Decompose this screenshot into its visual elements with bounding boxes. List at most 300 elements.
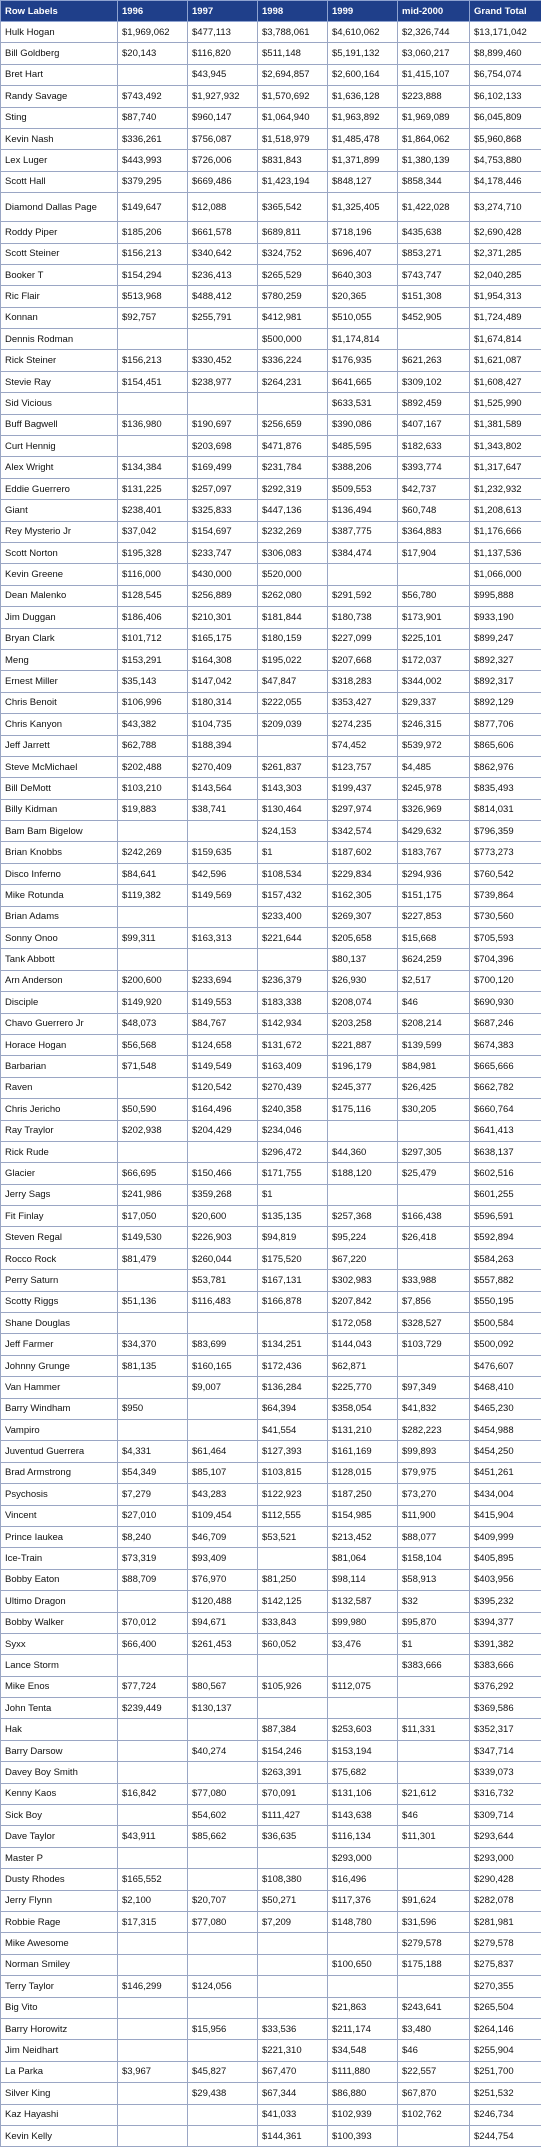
cell-1998: $231,784 xyxy=(258,457,328,478)
cell-1998 xyxy=(258,949,328,970)
cell-1999 xyxy=(328,1120,398,1141)
cell-1999: $131,106 xyxy=(328,1783,398,1804)
cell-1999 xyxy=(328,564,398,585)
cell-1997: $256,889 xyxy=(188,585,258,606)
row-label: Barry Horowitz xyxy=(1,2018,118,2039)
cell-1999: $153,194 xyxy=(328,1740,398,1761)
cell-1996 xyxy=(118,1762,188,1783)
cell-1998 xyxy=(258,1313,328,1334)
cell-mid-2000: $2,517 xyxy=(398,970,470,991)
cell-1997: $124,658 xyxy=(188,1034,258,1055)
cell-grand-total: $8,899,460 xyxy=(470,43,541,64)
cell-1996: $116,000 xyxy=(118,564,188,585)
cell-1997: $190,697 xyxy=(188,414,258,435)
table-row xyxy=(1,585,541,606)
cell-1998: $780,259 xyxy=(258,286,328,307)
cell-1997: $160,165 xyxy=(188,1355,258,1376)
cell-grand-total: $1,674,814 xyxy=(470,329,541,350)
table-row xyxy=(1,1313,541,1334)
table-row xyxy=(1,150,541,171)
cell-mid-2000: $223,888 xyxy=(398,86,470,107)
cell-1998: $265,529 xyxy=(258,264,328,285)
cell-grand-total: $550,195 xyxy=(470,1291,541,1312)
row-label: Ultimo Dragon xyxy=(1,1591,118,1612)
header-1999: 1999 xyxy=(328,1,398,22)
table-row xyxy=(1,756,541,777)
row-label: Big Vito xyxy=(1,1997,118,2018)
cell-grand-total: $705,593 xyxy=(470,928,541,949)
cell-grand-total: $3,274,710 xyxy=(470,193,541,222)
cell-1997: $80,567 xyxy=(188,1676,258,1697)
table-row xyxy=(1,2061,541,2082)
cell-1999: $641,665 xyxy=(328,371,398,392)
row-label: Sonny Onoo xyxy=(1,928,118,949)
row-label: Glacier xyxy=(1,1163,118,1184)
cell-1998: $122,923 xyxy=(258,1484,328,1505)
cell-1998: $53,521 xyxy=(258,1526,328,1547)
cell-1998: $175,520 xyxy=(258,1248,328,1269)
cell-1997 xyxy=(188,393,258,414)
cell-grand-total: $2,040,285 xyxy=(470,264,541,285)
cell-mid-2000: $853,271 xyxy=(398,243,470,264)
cell-1997: $85,662 xyxy=(188,1826,258,1847)
table-row xyxy=(1,692,541,713)
cell-mid-2000 xyxy=(398,1740,470,1761)
cell-grand-total: $251,700 xyxy=(470,2061,541,2082)
cell-1996: $242,269 xyxy=(118,842,188,863)
cell-1998: $336,224 xyxy=(258,350,328,371)
cell-1999: $4,610,062 xyxy=(328,22,398,43)
cell-1998: $195,022 xyxy=(258,649,328,670)
cell-1997 xyxy=(188,2104,258,2125)
cell-1999: $81,064 xyxy=(328,1548,398,1569)
cell-1997: $204,429 xyxy=(188,1120,258,1141)
cell-1997: $756,087 xyxy=(188,128,258,149)
table-row xyxy=(1,799,541,820)
cell-mid-2000: $26,418 xyxy=(398,1227,470,1248)
cell-1998: $471,876 xyxy=(258,436,328,457)
table-row xyxy=(1,1762,541,1783)
table-row xyxy=(1,1484,541,1505)
table-row xyxy=(1,1954,541,1975)
cell-1998: $154,246 xyxy=(258,1740,328,1761)
cell-1997: $477,113 xyxy=(188,22,258,43)
cell-1997: $149,553 xyxy=(188,992,258,1013)
cell-1996: $70,012 xyxy=(118,1612,188,1633)
cell-mid-2000 xyxy=(398,1676,470,1697)
cell-1997 xyxy=(188,821,258,842)
cell-mid-2000: $624,259 xyxy=(398,949,470,970)
cell-1998: $130,464 xyxy=(258,799,328,820)
cell-1997 xyxy=(188,1420,258,1441)
table-row xyxy=(1,1227,541,1248)
table-row xyxy=(1,1976,541,1997)
cell-1997: $661,578 xyxy=(188,222,258,243)
cell-1998 xyxy=(258,735,328,756)
table-row xyxy=(1,1462,541,1483)
cell-1996 xyxy=(118,393,188,414)
cell-1999: $116,134 xyxy=(328,1826,398,1847)
cell-grand-total: $662,782 xyxy=(470,1077,541,1098)
cell-1996: $950 xyxy=(118,1398,188,1419)
cell-1998: $511,148 xyxy=(258,43,328,64)
cell-1999 xyxy=(328,1698,398,1719)
cell-grand-total: $814,031 xyxy=(470,799,541,820)
cell-1998: $134,251 xyxy=(258,1334,328,1355)
cell-grand-total: $1,724,489 xyxy=(470,307,541,328)
header-row-labels: Row Labels xyxy=(1,1,118,22)
cell-1998: $105,926 xyxy=(258,1676,328,1697)
cell-1999 xyxy=(328,1655,398,1676)
cell-1999: $225,770 xyxy=(328,1377,398,1398)
cell-1996: $54,349 xyxy=(118,1462,188,1483)
table-row xyxy=(1,1163,541,1184)
table-row xyxy=(1,1334,541,1355)
cell-grand-total: $700,120 xyxy=(470,970,541,991)
cell-1999 xyxy=(328,1184,398,1205)
cell-mid-2000: $297,305 xyxy=(398,1141,470,1162)
cell-mid-2000: $2,326,744 xyxy=(398,22,470,43)
cell-1997 xyxy=(188,1398,258,1419)
row-label: La Parka xyxy=(1,2061,118,2082)
row-label: Jeff Farmer xyxy=(1,1334,118,1355)
row-label: Silver King xyxy=(1,2083,118,2104)
cell-grand-total: $773,273 xyxy=(470,842,541,863)
cell-grand-total: $641,413 xyxy=(470,1120,541,1141)
cell-grand-total: $730,560 xyxy=(470,906,541,927)
cell-grand-total: $4,178,446 xyxy=(470,171,541,192)
cell-grand-total: $1,343,802 xyxy=(470,436,541,457)
row-label: Rocco Rock xyxy=(1,1248,118,1269)
cell-1999: $175,116 xyxy=(328,1099,398,1120)
cell-mid-2000: $151,308 xyxy=(398,286,470,307)
cell-grand-total: $892,327 xyxy=(470,649,541,670)
row-label: Kevin Greene xyxy=(1,564,118,585)
cell-1997: $116,820 xyxy=(188,43,258,64)
cell-mid-2000: $88,077 xyxy=(398,1526,470,1547)
table-row xyxy=(1,457,541,478)
table-row xyxy=(1,842,541,863)
cell-grand-total: $255,904 xyxy=(470,2040,541,2061)
cell-mid-2000: $173,901 xyxy=(398,607,470,628)
row-label: Billy Kidman xyxy=(1,799,118,820)
cell-grand-total: $339,073 xyxy=(470,1762,541,1783)
cell-1998: $7,209 xyxy=(258,1911,328,1932)
cell-1999: $132,587 xyxy=(328,1591,398,1612)
cell-1999: $213,452 xyxy=(328,1526,398,1547)
cell-1997: $233,747 xyxy=(188,542,258,563)
cell-1996: $136,980 xyxy=(118,414,188,435)
cell-1999: $640,303 xyxy=(328,264,398,285)
cell-1997: $20,600 xyxy=(188,1206,258,1227)
cell-mid-2000: $208,214 xyxy=(398,1013,470,1034)
cell-1997: $54,602 xyxy=(188,1805,258,1826)
cell-1999: $291,592 xyxy=(328,585,398,606)
row-label: Giant xyxy=(1,500,118,521)
cell-grand-total: $602,516 xyxy=(470,1163,541,1184)
cell-grand-total: $1,232,932 xyxy=(470,478,541,499)
row-label: Jim Duggan xyxy=(1,607,118,628)
cell-1999: $136,494 xyxy=(328,500,398,521)
cell-1997: $236,413 xyxy=(188,264,258,285)
cell-grand-total: $290,428 xyxy=(470,1869,541,1890)
row-label: Stevie Ray xyxy=(1,371,118,392)
cell-1998: $36,635 xyxy=(258,1826,328,1847)
table-row xyxy=(1,193,541,222)
cell-1997: $120,488 xyxy=(188,1591,258,1612)
row-label: Ernest Miller xyxy=(1,671,118,692)
cell-grand-total: $316,732 xyxy=(470,1783,541,1804)
table-row xyxy=(1,1398,541,1419)
table-row xyxy=(1,1997,541,2018)
cell-1997: $330,452 xyxy=(188,350,258,371)
cell-1997: $203,698 xyxy=(188,436,258,457)
table-row xyxy=(1,329,541,350)
cell-mid-2000: $41,832 xyxy=(398,1398,470,1419)
cell-1996: $35,143 xyxy=(118,671,188,692)
row-label: Rey Mysterio Jr xyxy=(1,521,118,542)
cell-1997 xyxy=(188,1313,258,1334)
cell-1998: $67,470 xyxy=(258,2061,328,2082)
cell-mid-2000: $1,415,107 xyxy=(398,64,470,85)
cell-1996 xyxy=(118,1997,188,2018)
cell-grand-total: $877,706 xyxy=(470,714,541,735)
cell-1998: $365,542 xyxy=(258,193,328,222)
cell-1996 xyxy=(118,1933,188,1954)
cell-grand-total: $369,586 xyxy=(470,1698,541,1719)
cell-mid-2000: $282,223 xyxy=(398,1420,470,1441)
cell-mid-2000: $33,988 xyxy=(398,1270,470,1291)
table-row xyxy=(1,906,541,927)
cell-grand-total: $251,532 xyxy=(470,2083,541,2104)
cell-1996: $185,206 xyxy=(118,222,188,243)
cell-1996: $513,968 xyxy=(118,286,188,307)
cell-1999: $353,427 xyxy=(328,692,398,713)
cell-grand-total: $500,092 xyxy=(470,1334,541,1355)
cell-1998: $236,379 xyxy=(258,970,328,991)
cell-1999: $342,574 xyxy=(328,821,398,842)
cell-1996: $81,479 xyxy=(118,1248,188,1269)
cell-1996: $156,213 xyxy=(118,350,188,371)
cell-grand-total: $592,894 xyxy=(470,1227,541,1248)
cell-1997: $77,080 xyxy=(188,1783,258,1804)
row-label: Mike Rotunda xyxy=(1,885,118,906)
row-label: Master P xyxy=(1,1847,118,1868)
row-label: Chavo Guerrero Jr xyxy=(1,1013,118,1034)
cell-1997: $261,453 xyxy=(188,1633,258,1654)
cell-mid-2000: $158,104 xyxy=(398,1548,470,1569)
cell-1998: $1 xyxy=(258,1184,328,1205)
row-label: Sting xyxy=(1,107,118,128)
cell-1997 xyxy=(188,1719,258,1740)
row-label: Kenny Kaos xyxy=(1,1783,118,1804)
cell-grand-total: $1,066,000 xyxy=(470,564,541,585)
cell-1998: $136,284 xyxy=(258,1377,328,1398)
cell-1999: $162,305 xyxy=(328,885,398,906)
cell-1998 xyxy=(258,393,328,414)
cell-1996: $66,400 xyxy=(118,1633,188,1654)
cell-grand-total: $279,578 xyxy=(470,1933,541,1954)
cell-1998: $221,644 xyxy=(258,928,328,949)
cell-mid-2000: $892,459 xyxy=(398,393,470,414)
cell-1998: $81,250 xyxy=(258,1569,328,1590)
cell-mid-2000: $539,972 xyxy=(398,735,470,756)
cell-1996 xyxy=(118,1805,188,1826)
row-label: Disciple xyxy=(1,992,118,1013)
table-row xyxy=(1,671,541,692)
table-row xyxy=(1,885,541,906)
cell-grand-total: $995,888 xyxy=(470,585,541,606)
cell-1998 xyxy=(258,1847,328,1868)
cell-1996: $19,883 xyxy=(118,799,188,820)
cell-1998: $167,131 xyxy=(258,1270,328,1291)
cell-1996 xyxy=(118,1141,188,1162)
cell-1997: $38,741 xyxy=(188,799,258,820)
cell-1996: $156,213 xyxy=(118,243,188,264)
row-label: Arn Anderson xyxy=(1,970,118,991)
cell-1999: $387,775 xyxy=(328,521,398,542)
table-row xyxy=(1,1719,541,1740)
table-row xyxy=(1,86,541,107)
cell-1999: $176,935 xyxy=(328,350,398,371)
cell-1997: $960,147 xyxy=(188,107,258,128)
cell-1998: $447,136 xyxy=(258,500,328,521)
cell-mid-2000: $4,485 xyxy=(398,756,470,777)
cell-1996: $379,295 xyxy=(118,171,188,192)
table-row xyxy=(1,1248,541,1269)
table-row xyxy=(1,1633,541,1654)
cell-1998: $108,534 xyxy=(258,863,328,884)
cell-1999: $98,114 xyxy=(328,1569,398,1590)
cell-1997: $488,412 xyxy=(188,286,258,307)
cell-grand-total: $638,137 xyxy=(470,1141,541,1162)
cell-1998: $181,844 xyxy=(258,607,328,628)
table-row xyxy=(1,2040,541,2061)
row-label: Barbarian xyxy=(1,1056,118,1077)
cell-1996: $50,590 xyxy=(118,1099,188,1120)
cell-1998: $172,436 xyxy=(258,1355,328,1376)
cell-1997: $359,268 xyxy=(188,1184,258,1205)
cell-1997 xyxy=(188,1655,258,1676)
cell-1997: $260,044 xyxy=(188,1248,258,1269)
cell-1998: $41,033 xyxy=(258,2104,328,2125)
cell-1996: $4,331 xyxy=(118,1441,188,1462)
header-1996: 1996 xyxy=(118,1,188,22)
cell-1999: $67,220 xyxy=(328,1248,398,1269)
cell-mid-2000: $79,975 xyxy=(398,1462,470,1483)
cell-mid-2000 xyxy=(398,1847,470,1868)
table-row xyxy=(1,500,541,521)
table-row xyxy=(1,607,541,628)
cell-mid-2000: $32 xyxy=(398,1591,470,1612)
table-row xyxy=(1,128,541,149)
cell-1999: $718,196 xyxy=(328,222,398,243)
table-row xyxy=(1,1505,541,1526)
row-label: Van Hammer xyxy=(1,1377,118,1398)
cell-1999: $384,474 xyxy=(328,542,398,563)
cell-1998 xyxy=(258,1698,328,1719)
row-label: Eddie Guerrero xyxy=(1,478,118,499)
cell-1998: $232,269 xyxy=(258,521,328,542)
cell-1996: $73,319 xyxy=(118,1548,188,1569)
cell-1999: $187,602 xyxy=(328,842,398,863)
table-row xyxy=(1,393,541,414)
row-label: Sid Vicious xyxy=(1,393,118,414)
row-label: Chris Jericho xyxy=(1,1099,118,1120)
cell-grand-total: $760,542 xyxy=(470,863,541,884)
cell-1998: $264,231 xyxy=(258,371,328,392)
cell-1997: $1,927,932 xyxy=(188,86,258,107)
cell-grand-total: $270,355 xyxy=(470,1976,541,1997)
row-label: Bobby Walker xyxy=(1,1612,118,1633)
cell-grand-total: $282,078 xyxy=(470,1890,541,1911)
cell-1997: $20,707 xyxy=(188,1890,258,1911)
cell-grand-total: $704,396 xyxy=(470,949,541,970)
cell-mid-2000: $407,167 xyxy=(398,414,470,435)
table-row xyxy=(1,1911,541,1932)
table-row xyxy=(1,243,541,264)
cell-1999: $86,880 xyxy=(328,2083,398,2104)
cell-1997: $154,697 xyxy=(188,521,258,542)
cell-mid-2000: $183,767 xyxy=(398,842,470,863)
cell-mid-2000: $3,480 xyxy=(398,2018,470,2039)
cell-1996: $77,724 xyxy=(118,1676,188,1697)
cell-mid-2000: $11,301 xyxy=(398,1826,470,1847)
cell-grand-total: $434,004 xyxy=(470,1484,541,1505)
cell-1997: $233,694 xyxy=(188,970,258,991)
table-row xyxy=(1,1740,541,1761)
cell-1996 xyxy=(118,1377,188,1398)
cell-1999: $509,553 xyxy=(328,478,398,499)
cell-1997: $143,564 xyxy=(188,778,258,799)
cell-1996: $202,938 xyxy=(118,1120,188,1141)
cell-mid-2000: $11,331 xyxy=(398,1719,470,1740)
table-row xyxy=(1,264,541,285)
cell-1997: $9,007 xyxy=(188,1377,258,1398)
cell-1996: $336,261 xyxy=(118,128,188,149)
cell-1996: $153,291 xyxy=(118,649,188,670)
row-label: Jerry Flynn xyxy=(1,1890,118,1911)
row-label: Fit Finlay xyxy=(1,1206,118,1227)
cell-1999: $208,074 xyxy=(328,992,398,1013)
cell-grand-total: $739,864 xyxy=(470,885,541,906)
cell-grand-total: $601,255 xyxy=(470,1184,541,1205)
cell-1996: $154,451 xyxy=(118,371,188,392)
cell-1999: $95,224 xyxy=(328,1227,398,1248)
cell-mid-2000: $11,900 xyxy=(398,1505,470,1526)
cell-1998: $222,055 xyxy=(258,692,328,713)
row-label: Scott Steiner xyxy=(1,243,118,264)
cell-1998: $142,934 xyxy=(258,1013,328,1034)
table-row xyxy=(1,1826,541,1847)
row-label: Steven Regal xyxy=(1,1227,118,1248)
cell-1996: $241,986 xyxy=(118,1184,188,1205)
cell-1997: $149,549 xyxy=(188,1056,258,1077)
cell-1999: $358,054 xyxy=(328,1398,398,1419)
row-label: Rick Steiner xyxy=(1,350,118,371)
cell-1999: $297,974 xyxy=(328,799,398,820)
table-row xyxy=(1,821,541,842)
cell-1996: $195,328 xyxy=(118,542,188,563)
cell-1996 xyxy=(118,1740,188,1761)
table-row xyxy=(1,286,541,307)
cell-1999: $75,682 xyxy=(328,1762,398,1783)
cell-grand-total: $835,493 xyxy=(470,778,541,799)
row-label: Roddy Piper xyxy=(1,222,118,243)
cell-1998: $2,694,857 xyxy=(258,64,328,85)
row-label: Dave Taylor xyxy=(1,1826,118,1847)
cell-1999: $117,376 xyxy=(328,1890,398,1911)
